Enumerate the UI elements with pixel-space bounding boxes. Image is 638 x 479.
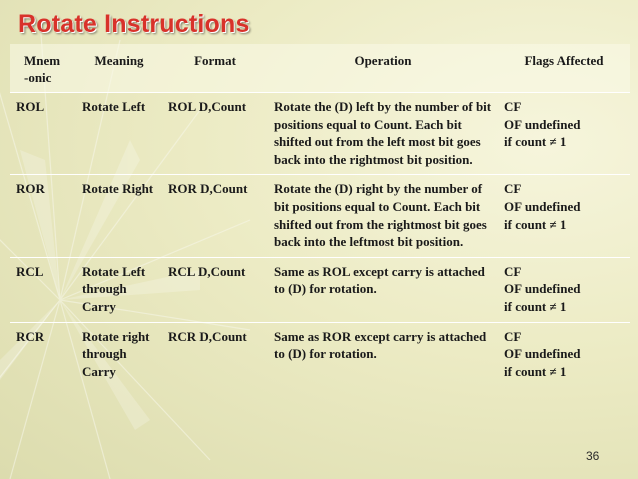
mnemonic-cell: ROL bbox=[16, 99, 45, 114]
flags-cell bbox=[498, 175, 630, 257]
format-cell: RCL D,Count bbox=[168, 263, 246, 279]
column-header-mnemonic: Mnem -onic bbox=[10, 44, 76, 93]
mnemonic-cell: RCR bbox=[16, 328, 45, 344]
flag-line: CF bbox=[504, 263, 522, 279]
mnemonic-cell: ROR bbox=[16, 181, 45, 197]
operation-cell: Rotate the (D) right by the number of bit positions equal to Count. Each bit shifted out from the rightmost bit goes back into the leftmost bit position. bbox=[274, 181, 487, 250]
column-header-format: Format bbox=[162, 44, 268, 93]
flag-line: OF undefined bbox=[504, 281, 581, 297]
column-header-operation: Operation bbox=[268, 44, 498, 93]
mnemonic-cell: RCL bbox=[16, 263, 44, 279]
operation-cell: Same as ROR except carry is attached to (D) for rotation. bbox=[274, 328, 487, 362]
flag-line: CF bbox=[504, 181, 522, 197]
flags-cell bbox=[498, 322, 630, 386]
slide-number: 36 bbox=[586, 449, 600, 463]
rotate-instructions-table bbox=[10, 44, 630, 386]
table-header-row bbox=[10, 44, 630, 93]
flag-line: OF undefined bbox=[504, 346, 581, 362]
flags-cell bbox=[498, 93, 630, 175]
format-cell: RCR D,Count bbox=[168, 328, 247, 344]
flag-line: if count ≠ 1 bbox=[504, 134, 567, 150]
operation-cell: Rotate the (D) left by the number of bit positions equal to Count. Each bit shifted out from the left most bit goes back into the rightmost bit position. bbox=[274, 99, 492, 167]
operation-cell: Same as ROL except carry is attached to (D) for rotation. bbox=[274, 263, 485, 297]
flag-line: CF bbox=[504, 328, 522, 344]
column-header-meaning: Meaning bbox=[76, 44, 162, 93]
flag-line: if count ≠ 1 bbox=[504, 216, 567, 232]
column-header-flags: Flags Affected bbox=[498, 44, 630, 93]
page-title: Rotate Instructions bbox=[18, 10, 250, 38]
meaning-cell: Rotate Left through Carry bbox=[82, 263, 146, 314]
meaning-cell: Rotate Right bbox=[82, 181, 154, 197]
flags-cell bbox=[498, 257, 630, 322]
table-row bbox=[10, 322, 630, 386]
format-cell: ROR D,Count bbox=[168, 181, 248, 197]
flag-line: OF undefined bbox=[504, 116, 581, 132]
flag-line: if count ≠ 1 bbox=[504, 363, 567, 379]
flag-line: CF bbox=[504, 99, 522, 114]
format-cell: ROL D,Count bbox=[168, 99, 247, 114]
table-row bbox=[10, 175, 630, 257]
table-row bbox=[10, 257, 630, 322]
flag-line: OF undefined bbox=[504, 198, 581, 214]
flag-line: if count ≠ 1 bbox=[504, 298, 567, 314]
meaning-cell: Rotate Left bbox=[82, 99, 146, 114]
meaning-cell: Rotate right through Carry bbox=[82, 328, 150, 379]
table-row bbox=[10, 93, 630, 175]
